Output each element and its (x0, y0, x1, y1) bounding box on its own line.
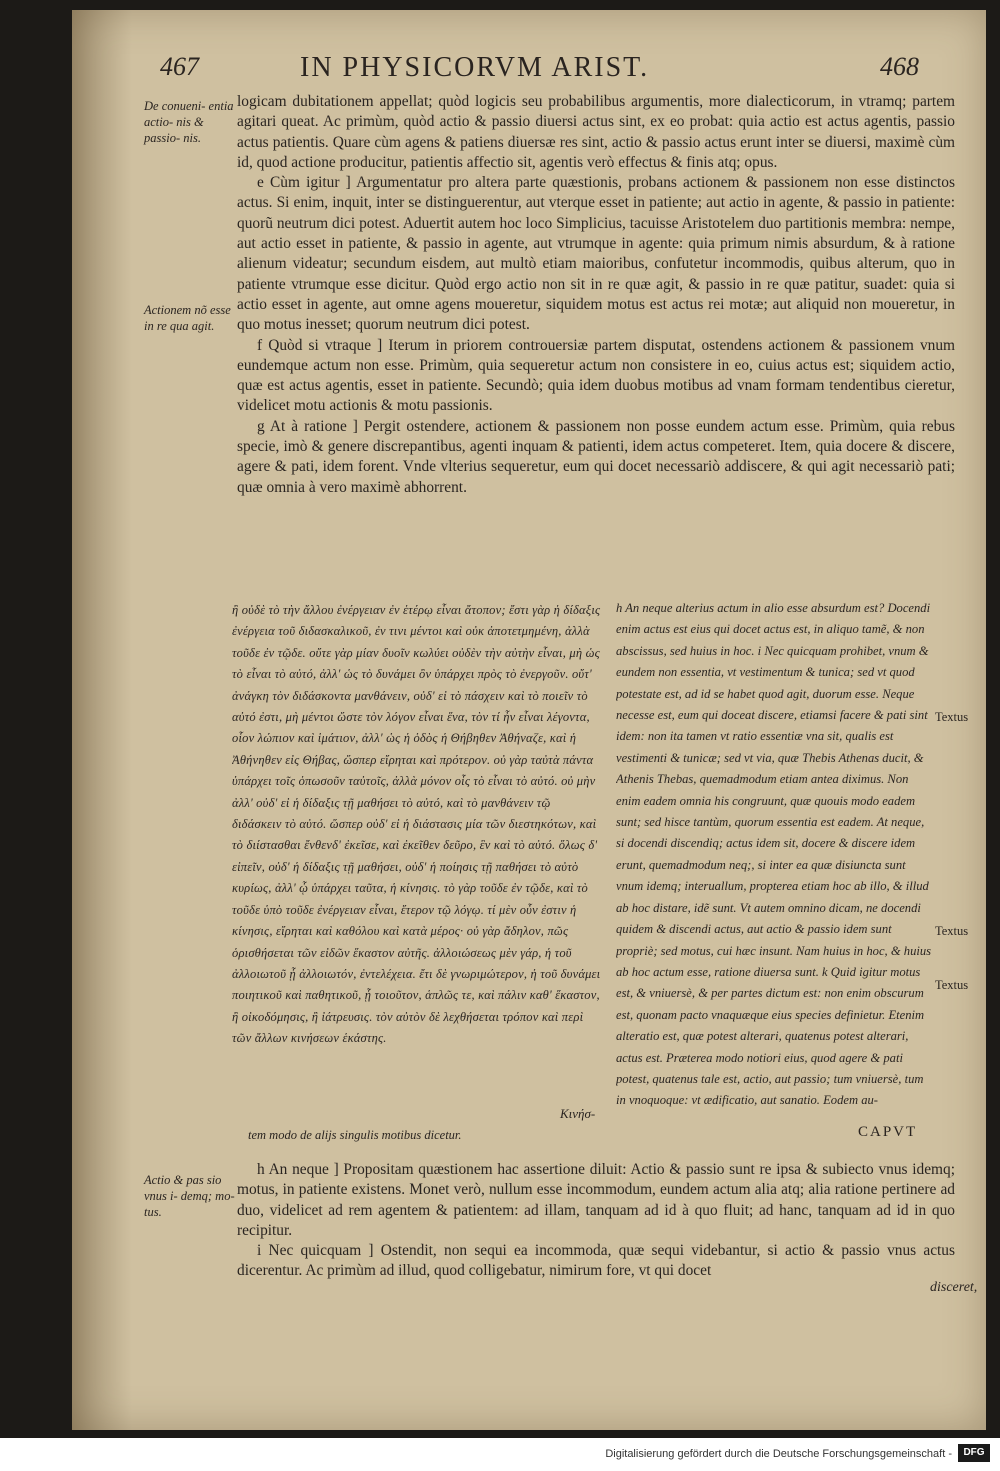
commentary-paragraph: f Quòd si vtraque ] Iterum in priorem controuersiæ partem disputat, ostendens actionem & passionem vnum eundemque actum non esse. Primùm, quia sequeretur actum non consistere in eo, cuius actus est; siquidem actio, quæ est actus agentis, esset in patiente. Secundò; quia idem duobus motibus ad vnam formam tendentibus cieretur, videlicet motu actionis & motu passionis. (237, 336, 955, 415)
margin-note-actionem: Actionem nõ esse in re qua agit. (144, 303, 231, 333)
page-gutter-shadow (72, 10, 132, 1430)
commentary-paragraph: e Cùm igitur ] Argumentatur pro altera parte quæstionis, probans actionem & passionem non esse distinctos actus. Si enim, inquit, inter se distinguerentur, aut vterque esset in patiente; aut actio in agente, & passio in patiente: quorũ neutrum dici potest. Aduertit autem hoc loco Simplicius, tacuisse Aristotelem duo partitionis membra: nempe, aut actio esset in patiente, & passio in agente, aut vtrumque in agente: quia primum nimis absurdum, & à ratione alienum videatur; secundum eisdem, aut multò etiam maioribus, confutetur incommodis, quibus alterum, quo in patiente vtrumque esse dicitur. Quòd ergo actio non sit in re quæ agit, & passio in re quæ patitur, suadet: quia si actio esset in agente, aut omne agens moueretur, siquidem motus est actus rei motæ; aut aliquid non moueretur, in quo motus inesset; quorum neutrum dici potest. (237, 174, 955, 334)
textus-marker: Textus (935, 710, 969, 724)
commentary-upper (237, 92, 955, 498)
running-title: IN PHYSICORVM ARIST. (300, 52, 650, 83)
latin-translation-text: h An neque alterius actum in alio esse absurdum est? Docendi enim actus est eius qui docet actus est, in aliquo tamẽ, & non abscissus, sed huius in hoc. i Nec quicquam prohibet, vnum & eundem non essentia, vt vestimentum & tunica; sed vt quod potestate est, ad id se habet quod agit, duorum esse. Neque necesse est, eum qui doceat discere, etiamsi facere & pati sint idem: non ita tamen vt ratio essentiæ vna sit, qualis est vestimenti & tunicæ; sed vt via, quæ Thebis Athenas ducit, & Athenis Thebas, quemadmodum etiam antea diximus. Non enim eadem omnia his congruunt, quæ quouis modo eadem sunt; sed hisce tantùm, quorum essentia est eadem. At neque, si docendi discendiq; actus idem sit, docere & discere idem erunt, quemadmodum neq;, si inter ea quæ disiuncta sunt vnum idemq; interuallum, propterea etiam hoc ab illo, & illud ab hoc distare, idẽ sunt. Vt autem omnino dicam, ne docendi quidem & discendi actus, aut actio & passio idem sunt propriè; sed motus, cui hæc insunt. Nam huius in hoc, & huius ab hoc actum esse, ratione diuersa sunt. k Quid igitur motus est, & vniuersè, & per partes dictum est: non enim obscurum est, quonam pacto vnaquæque eius species definietur. Etenim alteratio est, quæ potest alterari, quatenus potest alterari, actus est. Præterea modo notiori eius, quod agere & pati potest, quatenus tale est, actio, aut passio; tum vniuersè, tum in vnoquoque: vt ædificatio, aut sanatio. Eodem au- (616, 601, 932, 1108)
commentary-paragraph: i Nec quicquam ] Ostendit, non sequi ea incommoda, quæ sequi videbantur, si actio & passio vnus actus dicerentur. Ac primùm ad illud, quod colligebatur, nimirum fore, vt qui docet (237, 1242, 955, 1280)
page-number-right: 468 (880, 52, 919, 81)
greek-catchword: Κινήσ- (560, 1106, 596, 1121)
greek-text-column (232, 600, 602, 1118)
commentary-lower (237, 1160, 955, 1282)
caput-heading: CAPVT (858, 1124, 918, 1140)
dfg-logo: DFG (958, 1444, 990, 1462)
textus-marker: Textus (935, 978, 969, 992)
latin-continuation-line: tem modo de alijs singulis motibus dicetur. (248, 1128, 462, 1142)
commentary-paragraph: logicam dubitationem appellat; quòd logicis seu probabilibus argumentis, more dialecticorum, in vtramq; partem agitari queat. Ac primùm, quòd actio & passio diuersi actus sint, ex eo probat: quia actio est actus agentis, passio actus patientis. Quare cùm agens & patiens diuersæ res sint, actio & passio actus erunt inter se diuersi, maximè cùm id, quod actione producitur, patientis affectio sit, agentis verò effectus & finis atq; opus. (237, 93, 955, 171)
catchword: disceret, (930, 1280, 978, 1295)
commentary-paragraph: g At à ratione ] Pergit ostendere, actionem & passionem non posse eundem actum esse. Primùm, quia rebus specie, imò & genere discrepantibus, agenti inquam & patienti, idem actus competeret. Item, quia docere & discere, agere & pati, idem forent. Vnde vlterius sequeretur, eum qui docet necessariò addiscere, & qui agit necessariò pati; quæ omnia à vero maximè abhorrent. (237, 417, 955, 496)
commentary-paragraph: h An neque ] Propositam quæstionem hac assertione diluit: Actio & passio sunt re ipsa & subiecto vnus idemq; motus, in patiente existens. Monet verò, nullum esse incommodum, eundem actum alia atq; alia ratione pertinere ad duo, videlicet ad rem agentem & patientem: ad illam, tanquam ad id à quo fluit; ad hanc, tanquam ad id in quo recipitur. (237, 1161, 955, 1239)
greek-text: ἢ οὐδὲ τὸ τὴν ἄλλου ἐνέργειαν ἐν ἑτέρῳ εἶναι ἄτοπον; ἔστι γὰρ ἡ δίδαξις ἐνέργεια τοῦ διδασκαλικοῦ, ἐν τινι μέντοι καὶ οὐκ ἀποτετμημένη, ἀλλὰ τοῦδε ἐν τῷδε. οὔτε γὰρ μίαν δυοῖν κωλύει οὐδὲν τὴν αὐτὴν εἶναι, μὴ ὡς τὸ εἶναι τὸ αὐτό, ἀλλ' ὡς τὸ δυνάμει ὂν ὑπάρχει πρὸς τὸ ἐνεργοῦν. οὔτ' ἀνάγκη τὸν διδάσκοντα μανθάνειν, οὐδ' εἰ τὸ πάσχειν καὶ τὸ ποιεῖν τὸ αὐτό ἐστι, μὴ μέντοι ὥστε τὸν λόγον εἶναι ἕνα, τὸν τί ἦν εἶναι λέγοντα, οἷον λώπιον καὶ ἱμάτιον, ἀλλ' ὡς ἡ ὁδὸς ἡ Θήβηθεν Ἀθήναζε, καὶ ἡ Ἀθήνηθεν εἰς Θήβας, ὥσπερ εἴρηται καὶ πρότερον. οὐ γὰρ ταὐτὰ πάντα ὑπάρχει τοῖς ὁπωσοῦν ταὐτοῖς, ἀλλὰ μόνον οἷς τὸ εἶναι τὸ αὐτό. οὐ μὴν ἀλλ' οὐδ' εἰ ἡ δίδαξις τῇ μαθήσει τὸ αὐτό, καὶ τὸ μανθάνειν τῷ διδάσκειν τὸ αὐτό. ὥσπερ οὐδ' εἰ ἡ διάστασις μία τῶν διεστηκότων, καὶ τὸ διίστασθαι ἔνθενδ' ἐκεῖσε, καὶ ἐκεῖθεν δεῦρο, ἓν καὶ τὸ αὐτό. ὅλως δ' εἰπεῖν, οὐδ' ἡ δίδαξις τῇ μαθήσει, οὐδ' ἡ ποίησις τῇ παθήσει τὸ αὐτὸ κυρίως, ἀλλ' ᾧ ὑπάρχει ταῦτα, ἡ κίνησις. τὸ γὰρ τοῦδε ἐν τῷδε, καὶ τὸ τοῦδε ὑπὸ τοῦδε ἐνέργειαν εἶναι, ἕτερον τῷ λόγῳ. τί μὲν οὖν ἐστιν ἡ κίνησις, εἴρηται καὶ καθόλου καὶ κατὰ μέρος· οὐ γὰρ ἄδηλον, πῶς ὁρισθήσεται τῶν εἰδῶν ἕκαστον αὐτῆς. ἀλλοιώσεως μὲν γάρ, ἡ τοῦ ἀλλοιωτοῦ ᾗ ἀλλοιωτόν, ἐντελέχεια. ἔτι δὲ γνωριμώτερον, ἡ τοῦ δυνάμει ποιητικοῦ καὶ παθητικοῦ, ᾗ τοιοῦτον, ἁπλῶς τε, καὶ πάλιν καθ' ἕκαστον, ἢ οἰκοδόμησις, ἢ ἰάτρευσις. τὸν αὐτὸν δὲ λεχθήσεται τρόπον καὶ περὶ τῶν ἄλλων κινήσεων ἑκάστης. (232, 603, 601, 1046)
latin-translation-column (616, 598, 932, 1126)
digitization-credit: Digitalisierung gefördert durch die Deutsche Forschungsgemeinschaft - (605, 1448, 952, 1460)
textus-marker: Textus (935, 924, 969, 938)
margin-note-conuenientia: De conueni- entia actio- nis & passio- nis. (144, 99, 234, 145)
page-number-left: 467 (160, 52, 199, 81)
margin-note-actio-passio: Actio & pas sio vnus i- demq; mo- tus. (144, 1173, 235, 1219)
